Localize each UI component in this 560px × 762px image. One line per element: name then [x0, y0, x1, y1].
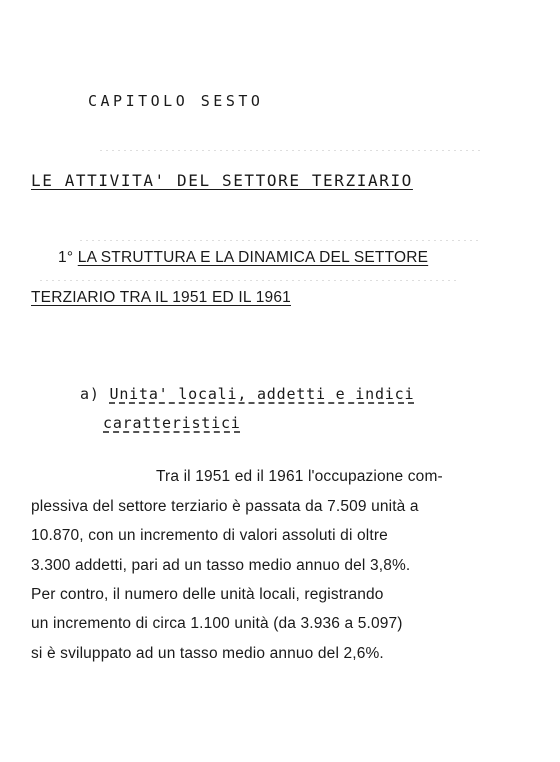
subsection-title-line-1: Unita' locali, addetti e indici: [109, 385, 415, 403]
scan-noise: [80, 240, 480, 241]
scan-noise: [100, 150, 480, 151]
paragraph-line: 10.870, con un incremento di valori assoluti di oltre: [31, 527, 388, 544]
paragraph-line: Per contro, il numero delle unità locali, registrando: [31, 586, 384, 603]
paragraph-line: 3.300 addetti, pari ad un tasso medio annuo del 3,8%.: [31, 557, 411, 574]
paragraph-line: si è sviluppato ad un tasso medio annuo del 2,6%.: [31, 645, 384, 662]
chapter-heading: CAPITOLO SESTO: [88, 92, 264, 110]
subsection-heading-line-1: [80, 385, 414, 403]
paragraph-line: plessiva del settore terziario è passata da 7.509 unità a: [31, 498, 419, 515]
section-number: 1°: [58, 249, 74, 266]
section-title-line-1: LA STRUTTURA E LA DINAMICA DEL SETTORE: [77, 249, 429, 266]
chapter-title: LE ATTIVITA' DEL SETTORE TERZIARIO: [31, 171, 413, 190]
section-heading-line-1: [58, 249, 428, 267]
subsection-letter: a): [80, 385, 100, 403]
section-title-line-2: TERZIARIO TRA IL 1951 ED IL 1961: [31, 289, 291, 306]
paragraph-line: un incremento di circa 1.100 unità (da 3.936 a 5.097): [31, 615, 403, 632]
paragraph-line: Tra il 1951 ed il 1961 l'occupazione com-: [156, 468, 443, 485]
subsection-title-line-2: caratteristici: [103, 414, 241, 432]
scan-noise: [40, 280, 460, 281]
